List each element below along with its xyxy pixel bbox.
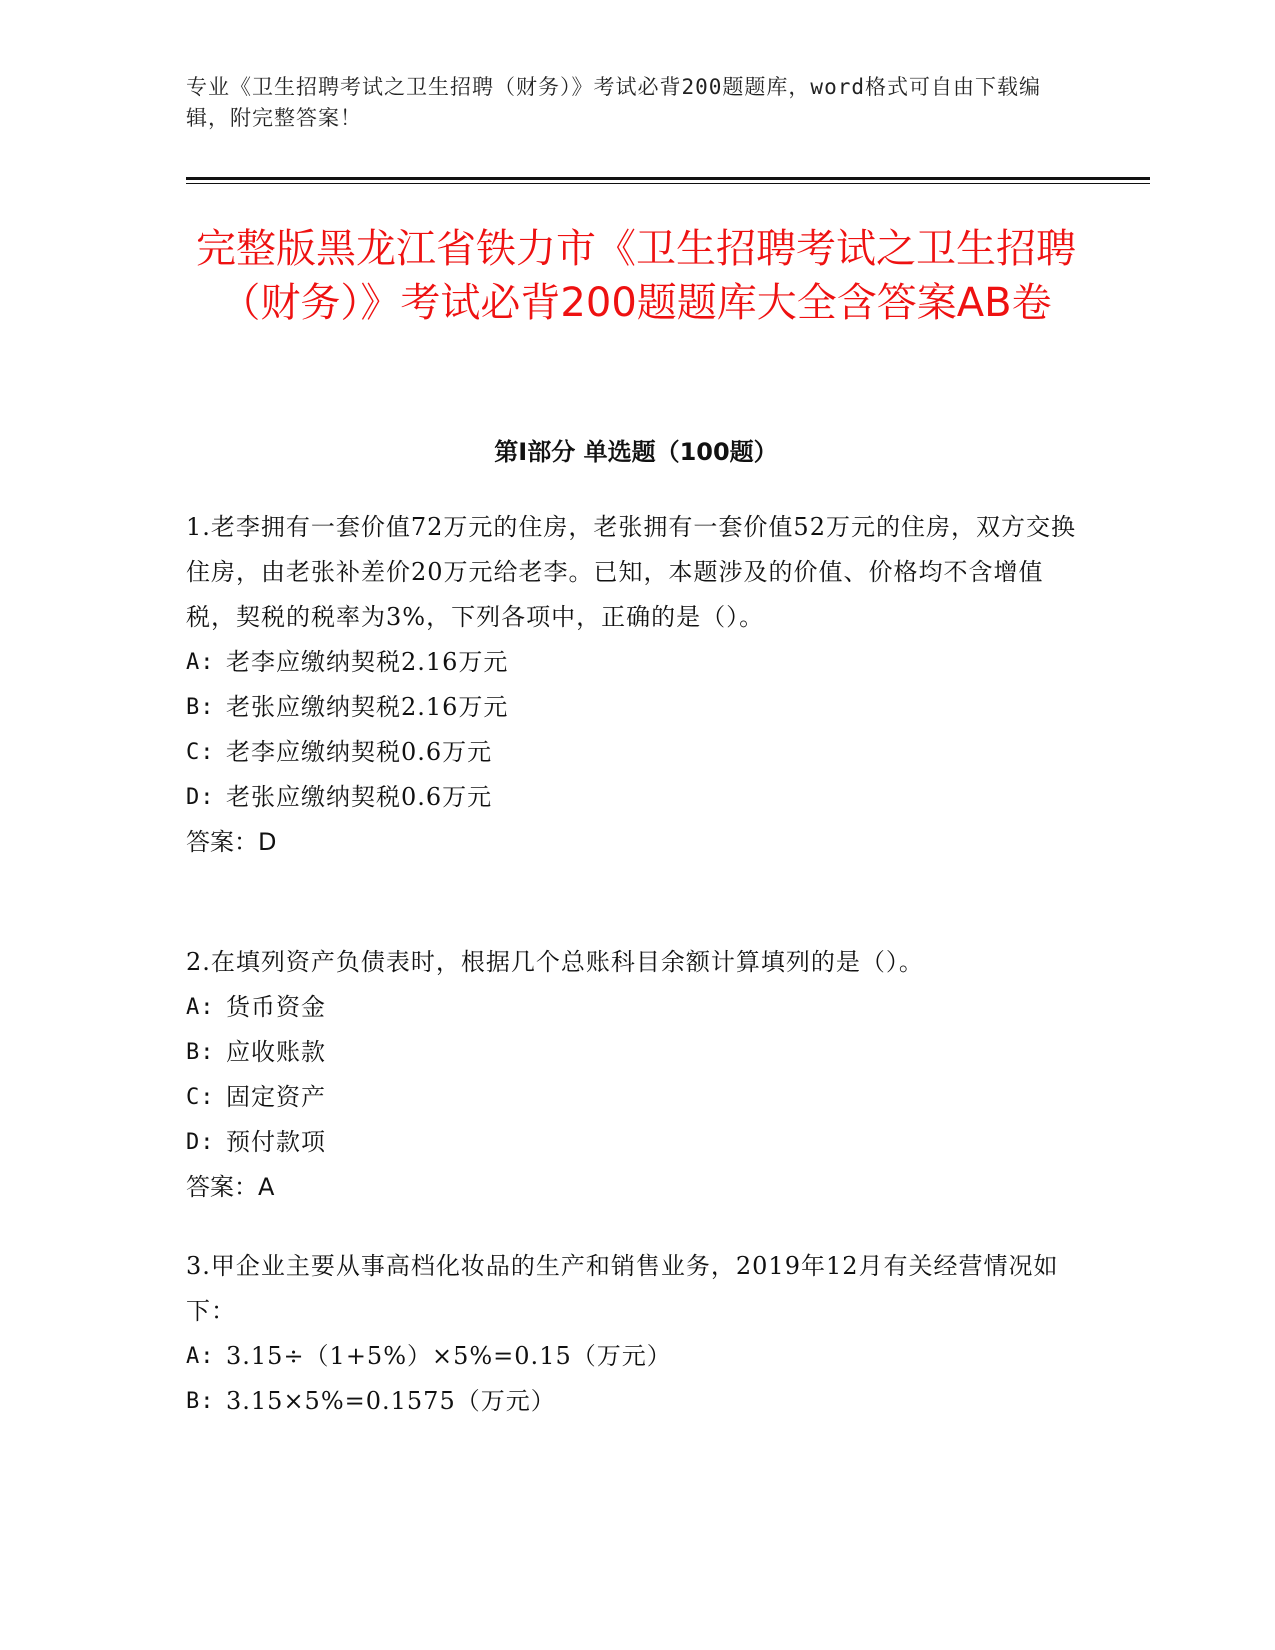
answer-line: 答案：A: [186, 1173, 275, 1201]
option-key: A:: [186, 1344, 215, 1369]
header-note: 专业《卫生招聘考试之卫生招聘（财务）》考试必背200题题库，word格式可自由下载编辑，附完整答案！: [186, 75, 1041, 130]
option-a: [186, 640, 1086, 685]
question-text: 2.在填列资产负债表时，根据几个总账科目余额计算填列的是（）。: [186, 948, 924, 976]
option-text: 3.15×5%=0.1575（万元）: [226, 1387, 556, 1415]
option-b: [186, 1379, 1086, 1424]
option-d: [186, 1120, 1086, 1165]
option-key: C:: [186, 740, 215, 765]
option-key: B:: [186, 1040, 215, 1065]
header-rule-thick: [186, 177, 1150, 180]
option-text: 老李应缴纳契税0.6万元: [226, 738, 493, 766]
option-key: A:: [186, 995, 215, 1020]
option-text: 预付款项: [226, 1128, 326, 1156]
option-c: [186, 730, 1086, 775]
option-key: B:: [186, 695, 215, 720]
option-a: [186, 985, 1086, 1030]
option-key: B:: [186, 1389, 215, 1414]
question-1: [186, 505, 1086, 865]
option-text: 老张应缴纳契税2.16万元: [226, 693, 509, 721]
question-text: 3.甲企业主要从事高档化妆品的生产和销售业务，2019年12月有关经营情况如下：: [186, 1252, 1059, 1325]
option-a: [186, 1334, 1086, 1379]
option-b: [186, 685, 1086, 730]
question-text: 1.老李拥有一套价值72万元的住房，老张拥有一套价值52万元的住房，双方交换住房，由老张补差价20万元给老李。已知，本题涉及的价值、价格均不含增值税，契税的税率为3%，下列各项中，正确的是（）。: [186, 513, 1076, 631]
question-3: [186, 1244, 1086, 1424]
option-c: [186, 1075, 1086, 1120]
option-b: [186, 1030, 1086, 1075]
option-key: C:: [186, 1085, 215, 1110]
option-d: [186, 775, 1086, 820]
document-title: 完整版黑龙江省铁力市《卫生招聘考试之卫生招聘（财务）》考试必背200题题库大全含答案AB卷: [196, 226, 1076, 326]
header-rule-thin: [186, 183, 1150, 184]
option-text: 固定资产: [226, 1083, 326, 1111]
answer-line: 答案：D: [186, 828, 277, 856]
option-text: 老李应缴纳契税2.16万元: [226, 648, 509, 676]
option-key: D:: [186, 785, 215, 810]
question-2: [186, 940, 1086, 1210]
option-text: 应收账款: [226, 1038, 326, 1066]
option-text: 货币资金: [226, 993, 326, 1021]
section-heading: 第Ⅰ部分 单选题（100题）: [494, 438, 778, 466]
option-text: 3.15÷（1+5%）×5%=0.15（万元）: [226, 1342, 672, 1370]
option-text: 老张应缴纳契税0.6万元: [226, 783, 493, 811]
option-key: A:: [186, 650, 215, 675]
option-key: D:: [186, 1130, 215, 1155]
